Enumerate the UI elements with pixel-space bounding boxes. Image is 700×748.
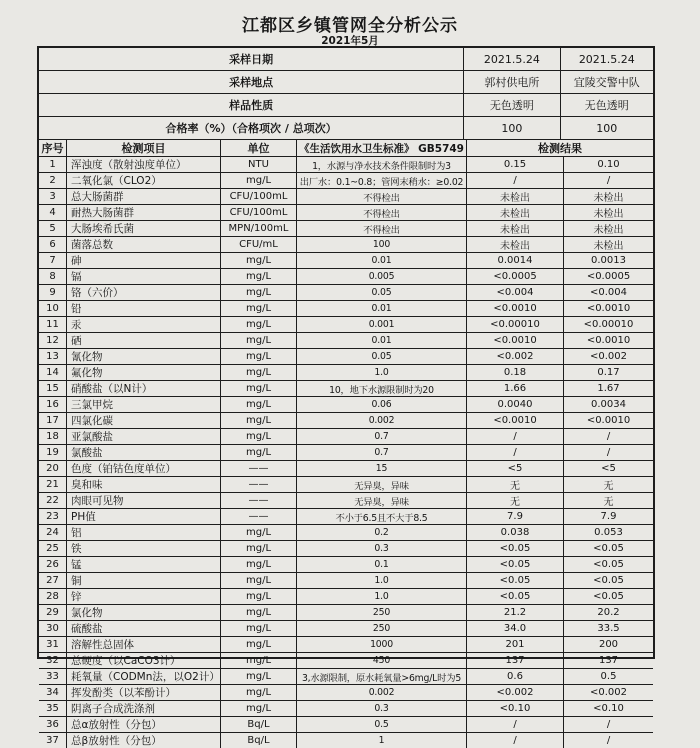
item-name: 锰 xyxy=(67,557,221,572)
table-row xyxy=(39,253,653,269)
result-sample2: 200 xyxy=(598,639,619,650)
row-number: 21 xyxy=(39,477,67,492)
unit: mg/L xyxy=(221,589,297,604)
row-number: 22 xyxy=(39,493,67,508)
unit: mg/L xyxy=(221,285,297,300)
table-row xyxy=(39,621,653,637)
result-sample1: <0.002 xyxy=(467,685,564,700)
item-name: 氯酸盐 xyxy=(67,445,221,460)
standard-limit: 10，地下水源限制时为20 xyxy=(297,381,467,396)
unit: mg/L xyxy=(221,445,297,460)
result-sample1: 0.15 xyxy=(467,157,564,172)
table-row xyxy=(39,461,653,477)
result-sample2: / xyxy=(606,719,611,730)
result-sample2: <0.05 xyxy=(593,591,624,602)
result-sample1: <0.05 xyxy=(467,589,564,604)
row-number: 14 xyxy=(39,365,67,380)
meta-label: 采样地点 xyxy=(39,71,464,93)
item-name: 总β放射性（分包） xyxy=(67,733,221,748)
standard-limit: 15 xyxy=(297,461,467,476)
result-sample2: 无 xyxy=(603,481,614,492)
standard-limit: 1.0 xyxy=(297,573,467,588)
unit: Bq/L xyxy=(221,717,297,732)
item-name: 三氯甲烷 xyxy=(67,397,221,412)
row-number: 1 xyxy=(39,157,67,172)
result-sample2: / xyxy=(606,735,611,746)
standard-limit: 无异臭，异味 xyxy=(297,493,467,508)
table-row xyxy=(39,445,653,461)
table-row xyxy=(39,173,653,189)
unit: CFU/100mL xyxy=(221,189,297,204)
result-sample2: 33.5 xyxy=(597,623,620,634)
item-name: 硒 xyxy=(67,333,221,348)
unit: mg/L xyxy=(221,653,297,668)
standard-limit: 0.5 xyxy=(297,717,467,732)
item-name: 溶解性总固体 xyxy=(67,637,221,652)
result-sample1: 201 xyxy=(467,637,564,652)
standard-limit: 出厂水：0.1~0.8；管网末稍水：≥0.02 xyxy=(297,173,467,188)
standard-limit: 250 xyxy=(297,621,467,636)
meta-row xyxy=(39,48,653,71)
standard-limit: 0.06 xyxy=(297,397,467,412)
meta-label: 采样日期 xyxy=(39,48,464,70)
table-row xyxy=(39,557,653,573)
table-row xyxy=(39,717,653,733)
standard-limit: 450 xyxy=(297,653,467,668)
standard-limit: 0.1 xyxy=(297,557,467,572)
result-sample2: 20.2 xyxy=(597,607,620,618)
result-sample2: <0.0010 xyxy=(586,335,631,346)
meta-value-sample1: 100 xyxy=(464,117,560,139)
table-row xyxy=(39,301,653,317)
result-sample2: <0.002 xyxy=(589,687,627,698)
result-sample2: 7.9 xyxy=(600,511,617,522)
result-sample1: 7.9 xyxy=(467,509,564,524)
result-sample2: <5 xyxy=(601,463,616,474)
item-name: 砷 xyxy=(67,253,221,268)
row-number: 9 xyxy=(39,285,67,300)
result-sample1: <0.00010 xyxy=(467,317,564,332)
result-sample2: <0.05 xyxy=(593,575,624,586)
table-row xyxy=(39,269,653,285)
unit: mg/L xyxy=(221,685,297,700)
row-number: 7 xyxy=(39,253,67,268)
item-name: PH值 xyxy=(67,509,221,524)
item-name: 臭和味 xyxy=(67,477,221,492)
unit: mg/L xyxy=(221,637,297,652)
result-sample1: 未检出 xyxy=(467,205,564,220)
unit: —— xyxy=(221,477,297,492)
standard-limit: 1，水源与净水技术条件限制时为3 xyxy=(297,157,467,172)
table-row xyxy=(39,317,653,333)
item-name: 锌 xyxy=(67,589,221,604)
result-sample1: <5 xyxy=(467,461,564,476)
table-row xyxy=(39,189,653,205)
meta-row xyxy=(39,94,653,117)
table-row xyxy=(39,653,653,669)
unit: CFU/mL xyxy=(221,237,297,252)
result-sample1: 0.0040 xyxy=(467,397,564,412)
standard-limit: 100 xyxy=(297,237,467,252)
row-number: 24 xyxy=(39,525,67,540)
unit: —— xyxy=(221,493,297,508)
unit: mg/L xyxy=(221,525,297,540)
meta-row xyxy=(39,117,653,140)
result-sample1: 0.038 xyxy=(467,525,564,540)
column-header-standard: 《生活饮用水卫生标准》 GB5749 xyxy=(297,140,467,156)
item-name: 硝酸盐（以N计） xyxy=(67,381,221,396)
standard-limit: 1 xyxy=(297,733,467,748)
table-row xyxy=(39,509,653,525)
unit: mg/L xyxy=(221,701,297,716)
meta-rows xyxy=(39,48,653,140)
result-sample1: <0.05 xyxy=(467,557,564,572)
standard-limit: 不得检出 xyxy=(297,221,467,236)
standard-limit: 0.3 xyxy=(297,541,467,556)
meta-value-sample2: 100 xyxy=(596,121,618,135)
meta-value-sample2: 宜陵交警中队 xyxy=(573,76,640,89)
unit: mg/L xyxy=(221,557,297,572)
row-number: 5 xyxy=(39,221,67,236)
item-name: 菌落总数 xyxy=(67,237,221,252)
unit: mg/L xyxy=(221,317,297,332)
column-header-item: 检测项目 xyxy=(67,140,221,156)
standard-limit: 1.0 xyxy=(297,589,467,604)
page-title: 江都区乡镇管网全分析公示 xyxy=(242,16,458,36)
result-sample1: 未检出 xyxy=(467,189,564,204)
result-sample1: / xyxy=(467,733,564,748)
table-row xyxy=(39,157,653,173)
standard-limit: 不得检出 xyxy=(297,189,467,204)
row-number: 6 xyxy=(39,237,67,252)
page-subtitle: 2021年5月 xyxy=(321,35,379,47)
standard-limit: 0.01 xyxy=(297,253,467,268)
meta-value-sample1: 郭村供电所 xyxy=(464,71,560,93)
result-sample2: 137 xyxy=(598,655,619,666)
result-sample2: 0.0034 xyxy=(591,399,626,410)
standard-limit: 250 xyxy=(297,605,467,620)
table-row xyxy=(39,493,653,509)
item-name: 色度（铂钴色度单位） xyxy=(67,461,221,476)
result-sample1: 未检出 xyxy=(467,221,564,236)
unit: mg/L xyxy=(221,333,297,348)
result-sample2: <0.0005 xyxy=(586,271,631,282)
result-sample1: <0.05 xyxy=(467,541,564,556)
result-sample1: <0.004 xyxy=(467,285,564,300)
result-sample1: <0.0010 xyxy=(467,301,564,316)
row-number: 18 xyxy=(39,429,67,444)
table-row xyxy=(39,525,653,541)
result-sample1: 34.0 xyxy=(467,621,564,636)
row-number: 32 xyxy=(39,653,67,668)
meta-value-sample2: 2021.5.24 xyxy=(578,52,635,66)
column-header-result: 检测结果 xyxy=(538,142,582,155)
row-number: 23 xyxy=(39,509,67,524)
row-number: 13 xyxy=(39,349,67,364)
unit: CFU/100mL xyxy=(221,205,297,220)
item-name: 总硬度（以CaCO3计） xyxy=(67,653,221,668)
result-sample1: 0.0014 xyxy=(467,253,564,268)
result-sample2: <0.0010 xyxy=(586,303,631,314)
row-number: 37 xyxy=(39,733,67,748)
result-sample1: 21.2 xyxy=(467,605,564,620)
result-sample2: / xyxy=(606,431,611,442)
standard-limit: 0.2 xyxy=(297,525,467,540)
unit: mg/L xyxy=(221,349,297,364)
table-row xyxy=(39,573,653,589)
meta-value-sample1: 2021.5.24 xyxy=(464,48,560,70)
standard-limit: 无异臭，异味 xyxy=(297,477,467,492)
result-sample2: 未检出 xyxy=(593,209,624,220)
item-name: 亚氯酸盐 xyxy=(67,429,221,444)
result-sample1: / xyxy=(467,173,564,188)
item-name: 二氧化氯（CLO2） xyxy=(67,173,221,188)
row-number: 27 xyxy=(39,573,67,588)
result-sample2: 无 xyxy=(603,497,614,508)
standard-limit: 0.002 xyxy=(297,413,467,428)
unit: MPN/100mL xyxy=(221,221,297,236)
table-row xyxy=(39,413,653,429)
unit: mg/L xyxy=(221,541,297,556)
standard-limit: 0.05 xyxy=(297,349,467,364)
unit: mg/L xyxy=(221,605,297,620)
unit: mg/L xyxy=(221,253,297,268)
unit: mg/L xyxy=(221,301,297,316)
standard-limit: 0.01 xyxy=(297,301,467,316)
meta-label: 样品性质 xyxy=(39,94,464,116)
result-sample1: 0.6 xyxy=(467,669,564,684)
result-sample2: 未检出 xyxy=(593,241,624,252)
result-sample2: 0.0013 xyxy=(591,255,626,266)
result-sample1: 无 xyxy=(467,477,564,492)
table-row xyxy=(39,237,653,253)
item-name: 氰化物 xyxy=(67,349,221,364)
column-header-unit: 单位 xyxy=(221,140,297,156)
row-number: 20 xyxy=(39,461,67,476)
result-sample1: <0.0010 xyxy=(467,333,564,348)
table-row xyxy=(39,733,653,748)
standard-limit: 1.0 xyxy=(297,365,467,380)
row-number: 19 xyxy=(39,445,67,460)
table-row xyxy=(39,349,653,365)
row-number: 36 xyxy=(39,717,67,732)
unit: mg/L xyxy=(221,669,297,684)
row-number: 4 xyxy=(39,205,67,220)
result-sample1: <0.0010 xyxy=(467,413,564,428)
table-row xyxy=(39,365,653,381)
unit: Bq/L xyxy=(221,733,297,748)
row-number: 30 xyxy=(39,621,67,636)
unit: —— xyxy=(221,461,297,476)
item-name: 耗氧量（CODMn法，以O2计） xyxy=(67,669,221,684)
result-sample2: 0.053 xyxy=(594,527,623,538)
table-row xyxy=(39,685,653,701)
item-name: 氟化物 xyxy=(67,365,221,380)
column-header-row xyxy=(39,140,653,157)
item-name: 挥发酚类（以苯酚计） xyxy=(67,685,221,700)
unit: mg/L xyxy=(221,429,297,444)
unit: mg/L xyxy=(221,269,297,284)
result-sample1: / xyxy=(467,445,564,460)
table-row xyxy=(39,429,653,445)
row-number: 25 xyxy=(39,541,67,556)
standard-limit: 0.3 xyxy=(297,701,467,716)
unit: mg/L xyxy=(221,173,297,188)
unit: —— xyxy=(221,509,297,524)
row-number: 31 xyxy=(39,637,67,652)
result-sample2: 未检出 xyxy=(593,193,624,204)
result-sample2: <0.05 xyxy=(593,543,624,554)
item-name: 铜 xyxy=(67,573,221,588)
row-number: 15 xyxy=(39,381,67,396)
column-header-number: 序号 xyxy=(39,140,67,156)
standard-limit: 0.05 xyxy=(297,285,467,300)
unit: mg/L xyxy=(221,365,297,380)
row-number: 12 xyxy=(39,333,67,348)
result-sample2: / xyxy=(606,175,611,186)
table-row xyxy=(39,541,653,557)
row-number: 28 xyxy=(39,589,67,604)
meta-row xyxy=(39,71,653,94)
item-name: 肉眼可见物 xyxy=(67,493,221,508)
table-row xyxy=(39,669,653,685)
table-row xyxy=(39,701,653,717)
standard-limit: 0.001 xyxy=(297,317,467,332)
standard-limit: 不小于6.5且不大于8.5 xyxy=(297,509,467,524)
row-number: 26 xyxy=(39,557,67,572)
unit: mg/L xyxy=(221,621,297,636)
row-number: 34 xyxy=(39,685,67,700)
item-name: 镉 xyxy=(67,269,221,284)
row-number: 29 xyxy=(39,605,67,620)
standard-limit: 0.01 xyxy=(297,333,467,348)
row-number: 10 xyxy=(39,301,67,316)
table-row xyxy=(39,221,653,237)
standard-limit: 0.7 xyxy=(297,445,467,460)
meta-value-sample2: 无色透明 xyxy=(584,99,629,112)
table-row xyxy=(39,381,653,397)
result-sample1: / xyxy=(467,429,564,444)
result-sample1: <0.05 xyxy=(467,573,564,588)
result-sample2: <0.00010 xyxy=(583,319,634,330)
standard-limit: 不得检出 xyxy=(297,205,467,220)
standard-limit: 3,水源限制，原水耗氧量>6mg/L时为5 xyxy=(297,669,467,684)
standard-limit: 1000 xyxy=(297,637,467,652)
row-number: 8 xyxy=(39,269,67,284)
result-sample1: 137 xyxy=(467,653,564,668)
item-name: 大肠埃希氏菌 xyxy=(67,221,221,236)
row-number: 2 xyxy=(39,173,67,188)
item-name: 氯化物 xyxy=(67,605,221,620)
result-sample2: <0.10 xyxy=(593,703,624,714)
standard-limit: 0.7 xyxy=(297,429,467,444)
result-sample1: <0.10 xyxy=(467,701,564,716)
result-sample1: <0.002 xyxy=(467,349,564,364)
item-name: 硫酸盐 xyxy=(67,621,221,636)
result-sample2: 0.5 xyxy=(600,671,617,682)
result-sample1: 0.18 xyxy=(467,365,564,380)
item-name: 阴离子合成洗涤剂 xyxy=(67,701,221,716)
row-number: 17 xyxy=(39,413,67,428)
table-row xyxy=(39,285,653,301)
item-name: 耐热大肠菌群 xyxy=(67,205,221,220)
result-sample2: <0.0010 xyxy=(586,415,631,426)
item-name: 铁 xyxy=(67,541,221,556)
result-sample2: <0.05 xyxy=(593,559,624,570)
unit: mg/L xyxy=(221,381,297,396)
item-name: 铝 xyxy=(67,525,221,540)
data-rows xyxy=(39,157,653,748)
row-number: 11 xyxy=(39,317,67,332)
result-sample2: <0.002 xyxy=(589,351,627,362)
table-row xyxy=(39,637,653,653)
item-name: 铬（六价） xyxy=(67,285,221,300)
table-row xyxy=(39,397,653,413)
meta-value-sample1: 无色透明 xyxy=(464,94,560,116)
result-sample1: <0.0005 xyxy=(467,269,564,284)
result-sample2: <0.004 xyxy=(589,287,627,298)
unit: mg/L xyxy=(221,413,297,428)
item-name: 汞 xyxy=(67,317,221,332)
unit: NTU xyxy=(221,157,297,172)
result-sample1: 1.66 xyxy=(467,381,564,396)
standard-limit: 0.005 xyxy=(297,269,467,284)
table-row xyxy=(39,605,653,621)
row-number: 3 xyxy=(39,189,67,204)
item-name: 四氯化碳 xyxy=(67,413,221,428)
row-number: 33 xyxy=(39,669,67,684)
item-name: 浑浊度（散射浊度单位） xyxy=(67,157,221,172)
item-name: 铅 xyxy=(67,301,221,316)
analysis-table xyxy=(37,46,655,747)
result-sample2: / xyxy=(606,447,611,458)
standard-limit: 0.002 xyxy=(297,685,467,700)
table-row xyxy=(39,333,653,349)
table-row xyxy=(39,205,653,221)
table-row xyxy=(39,589,653,605)
result-sample2: 1.67 xyxy=(597,383,620,394)
unit: mg/L xyxy=(221,397,297,412)
result-sample2: 未检出 xyxy=(593,225,624,236)
table-row xyxy=(39,477,653,493)
result-sample1: 无 xyxy=(467,493,564,508)
meta-label: 合格率（%）（合格项次 / 总项次） xyxy=(39,117,464,139)
item-name: 总α放射性（分包） xyxy=(67,717,221,732)
row-number: 35 xyxy=(39,701,67,716)
result-sample2: 0.17 xyxy=(597,367,620,378)
item-name: 总大肠菌群 xyxy=(67,189,221,204)
result-sample1: 未检出 xyxy=(467,237,564,252)
unit: mg/L xyxy=(221,573,297,588)
result-sample1: / xyxy=(467,717,564,732)
result-sample2: 0.10 xyxy=(597,159,620,170)
row-number: 16 xyxy=(39,397,67,412)
